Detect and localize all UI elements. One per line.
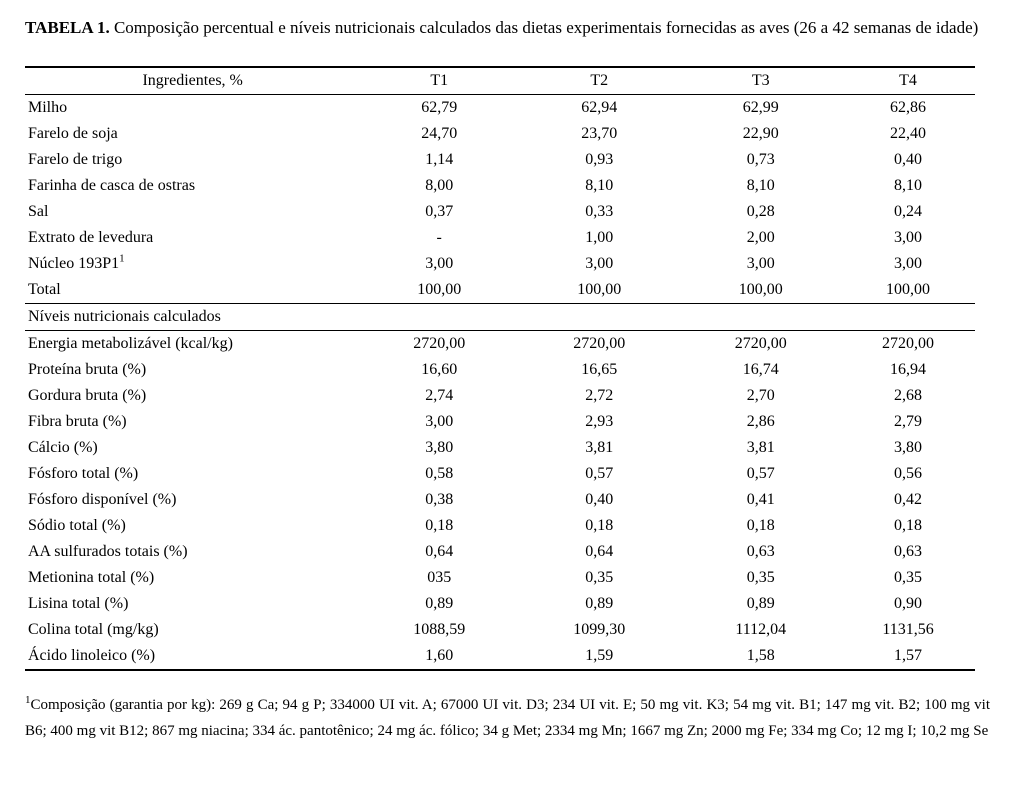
row-value: 0,18 <box>746 517 775 534</box>
table-row <box>25 591 975 617</box>
row-label: Metionina total (%) <box>28 569 155 586</box>
row-value: 0,28 <box>746 203 775 220</box>
table-header <box>25 67 975 95</box>
row-value: 0,63 <box>894 543 923 560</box>
table-row <box>25 331 975 358</box>
section-divider <box>25 304 975 331</box>
row-value: 2,79 <box>894 413 923 430</box>
ingredients-section <box>25 95 975 304</box>
table-row <box>25 435 975 461</box>
row-value: 0,56 <box>894 465 923 482</box>
row-value: 0,35 <box>894 569 923 586</box>
row-value: 2,00 <box>746 229 775 246</box>
row-value: 1112,04 <box>735 621 787 638</box>
row-label: Sal <box>28 203 49 220</box>
row-value: 62,79 <box>421 99 458 116</box>
row-value: 1,59 <box>585 647 614 664</box>
row-value: 0,18 <box>894 517 923 534</box>
row-value: 0,89 <box>746 595 775 612</box>
table-row <box>25 199 975 225</box>
row-value: 100,00 <box>577 281 622 298</box>
footnote-ref: 1 <box>119 252 125 265</box>
table-caption-text: Composição percentual e níveis nutricionais calculados das dietas experimentais fornecidas as aves (26 a 42 semanas de idade) <box>113 18 979 37</box>
row-label: Milho <box>28 99 68 116</box>
header-t3: T3 <box>751 72 770 89</box>
row-value: 3,00 <box>585 255 614 272</box>
row-value: 0,89 <box>425 595 454 612</box>
row-value: 16,60 <box>421 361 458 378</box>
row-value: 0,41 <box>746 491 775 508</box>
row-label: Núcleo $193P1^1$ <box>28 252 125 272</box>
row-value: 2,70 <box>746 387 775 404</box>
row-value: 3,00 <box>894 255 923 272</box>
header-t1: T1 <box>430 72 449 89</box>
table-row <box>25 643 975 670</box>
row-value: 0,18 <box>425 517 454 534</box>
row-label: Ácido linoleico (%) <box>28 647 156 664</box>
row-label: Fósforo total (%) <box>28 465 139 482</box>
row-value: 0,64 <box>425 543 454 560</box>
section-label: Níveis nutricionais calculados <box>28 308 221 325</box>
row-value: 3,00 <box>746 255 775 272</box>
row-label: Farelo de soja <box>28 125 118 142</box>
row-value: 2,93 <box>585 413 614 430</box>
row-label: Extrato de levedura <box>28 229 154 246</box>
row-value: 2,72 <box>585 387 614 404</box>
row-value: 3,80 <box>425 439 454 456</box>
row-label: Energia metabolizável (kcal/kg) <box>28 335 233 352</box>
row-value: 22,90 <box>742 125 779 142</box>
row-value: 22,40 <box>890 125 927 142</box>
row-label: Cálcio (%) <box>28 439 98 456</box>
table-row <box>25 121 975 147</box>
row-value: 0,90 <box>894 595 923 612</box>
row-value: 8,10 <box>894 177 923 194</box>
row-value: 0,35 <box>585 569 614 586</box>
table-row <box>25 357 975 383</box>
row-value: 0,33 <box>585 203 614 220</box>
table-row <box>25 225 975 251</box>
row-label: Sódio total (%) <box>28 517 126 534</box>
row-value: 0,18 <box>585 517 614 534</box>
row-label: Fósforo disponível (%) <box>28 491 177 508</box>
row-value: 3,00 <box>425 255 454 272</box>
row-value: 3,81 <box>585 439 614 456</box>
row-value: 1,57 <box>894 647 923 664</box>
header-t4: T4 <box>899 72 917 89</box>
table-row <box>25 251 975 277</box>
row-label: Fibra bruta (%) <box>28 413 127 430</box>
row-value: 3,00 <box>425 413 454 430</box>
table-row <box>25 383 975 409</box>
diet-composition-table <box>25 66 975 671</box>
row-label: Lisina total (%) <box>28 595 129 612</box>
row-value: 0,93 <box>585 151 614 168</box>
row-value: 0,64 <box>585 543 614 560</box>
row-value: 2,86 <box>746 413 775 430</box>
row-value: 3,80 <box>894 439 923 456</box>
row-value: 16,65 <box>581 361 618 378</box>
row-value: 0,57 <box>585 465 614 482</box>
row-label: Gordura bruta (%) <box>28 387 147 404</box>
row-label: Farinha de casca de ostras <box>28 177 196 194</box>
row-value: 62,94 <box>581 99 618 116</box>
row-value: 3,81 <box>746 439 775 456</box>
row-value: 0,58 <box>425 465 454 482</box>
row-value: 1131,56 <box>882 621 934 638</box>
table-row <box>25 173 975 199</box>
table-row <box>25 277 975 304</box>
row-value: 1,60 <box>425 647 454 664</box>
table-row <box>25 147 975 173</box>
row-value: 1,14 <box>425 151 454 168</box>
row-value: 62,99 <box>742 99 779 116</box>
row-value: 1,58 <box>746 647 775 664</box>
row-value: 2720,00 <box>573 335 626 352</box>
row-value: 0,40 <box>585 491 614 508</box>
row-value: 100,00 <box>738 281 783 298</box>
row-value: 16,74 <box>742 361 779 378</box>
table-row <box>25 617 975 643</box>
row-value: 1,00 <box>585 229 614 246</box>
row-value: 8,10 <box>746 177 775 194</box>
table-caption <box>25 13 990 43</box>
row-value: 3,00 <box>894 229 923 246</box>
footnote-text: Composição (garantia por kg): 269 g Ca; 94 g P; 334000 UI vit. A; 67000 UI vit. D3; 234 UI vit. E; 50 mg vit. K3; 54 mg vit. B1; 147 mg vit. B2; 100 mg vit B6; 400 mg vit B12; 867 mg niacina; 334 ác. pantotênico; 24 mg ác. fólico; 34 g Met; 2334 mg Mn; 1667 mg Zn; 2000 mg Fe; 334 mg Co; 12 mg I; 10,2 mg Se <box>25 697 990 739</box>
row-value: 1088,59 <box>413 621 466 638</box>
row-label: Total <box>28 281 61 298</box>
row-value: 2,74 <box>425 387 454 404</box>
row-label: Colina total (mg/kg) <box>28 621 159 638</box>
row-value: 0,57 <box>746 465 775 482</box>
row-value: 2720,00 <box>413 335 466 352</box>
row-value: 0,24 <box>894 203 923 220</box>
row-value: 0,37 <box>425 203 454 220</box>
nutrients-section <box>25 331 975 671</box>
table-caption-label: TABELA 1. <box>25 18 110 37</box>
row-value: 0,38 <box>425 491 454 508</box>
row-value: 035 <box>427 569 452 586</box>
table-row <box>25 513 975 539</box>
row-value: 62,86 <box>890 99 927 116</box>
table-row <box>25 409 975 435</box>
header-row <box>25 67 975 95</box>
row-value: 16,94 <box>890 361 927 378</box>
table-row <box>25 487 975 513</box>
row-value: 0,63 <box>746 543 775 560</box>
footnote-marker: 1 <box>25 694 31 706</box>
row-value: 2720,00 <box>882 335 935 352</box>
row-value: 100,00 <box>417 281 462 298</box>
row-value: 0,35 <box>746 569 775 586</box>
header-t2: T2 <box>590 72 609 89</box>
row-label: AA sulfurados totais (%) <box>28 543 188 560</box>
table-row <box>25 461 975 487</box>
row-value: 0,42 <box>894 491 923 508</box>
header-ingredients: Ingredientes, % <box>142 72 243 89</box>
row-value: 0,40 <box>894 151 923 168</box>
row-value: 8,10 <box>585 177 614 194</box>
row-value: 1099,30 <box>573 621 626 638</box>
row-value: 8,00 <box>425 177 454 194</box>
row-value: 2,68 <box>894 387 923 404</box>
section-row <box>25 304 975 331</box>
row-value: 100,00 <box>886 281 931 298</box>
row-value: 24,70 <box>421 125 458 142</box>
table-row <box>25 539 975 565</box>
footnote <box>25 692 990 744</box>
row-value: 23,70 <box>581 125 618 142</box>
table-row <box>25 565 975 591</box>
row-label: Proteína bruta (%) <box>28 361 147 378</box>
row-value: 0,73 <box>746 151 775 168</box>
table-row <box>25 95 975 122</box>
row-value: 0,89 <box>585 595 614 612</box>
row-value: - <box>436 229 442 246</box>
row-label: Farelo de trigo <box>28 151 123 168</box>
row-value: 2720,00 <box>734 335 787 352</box>
